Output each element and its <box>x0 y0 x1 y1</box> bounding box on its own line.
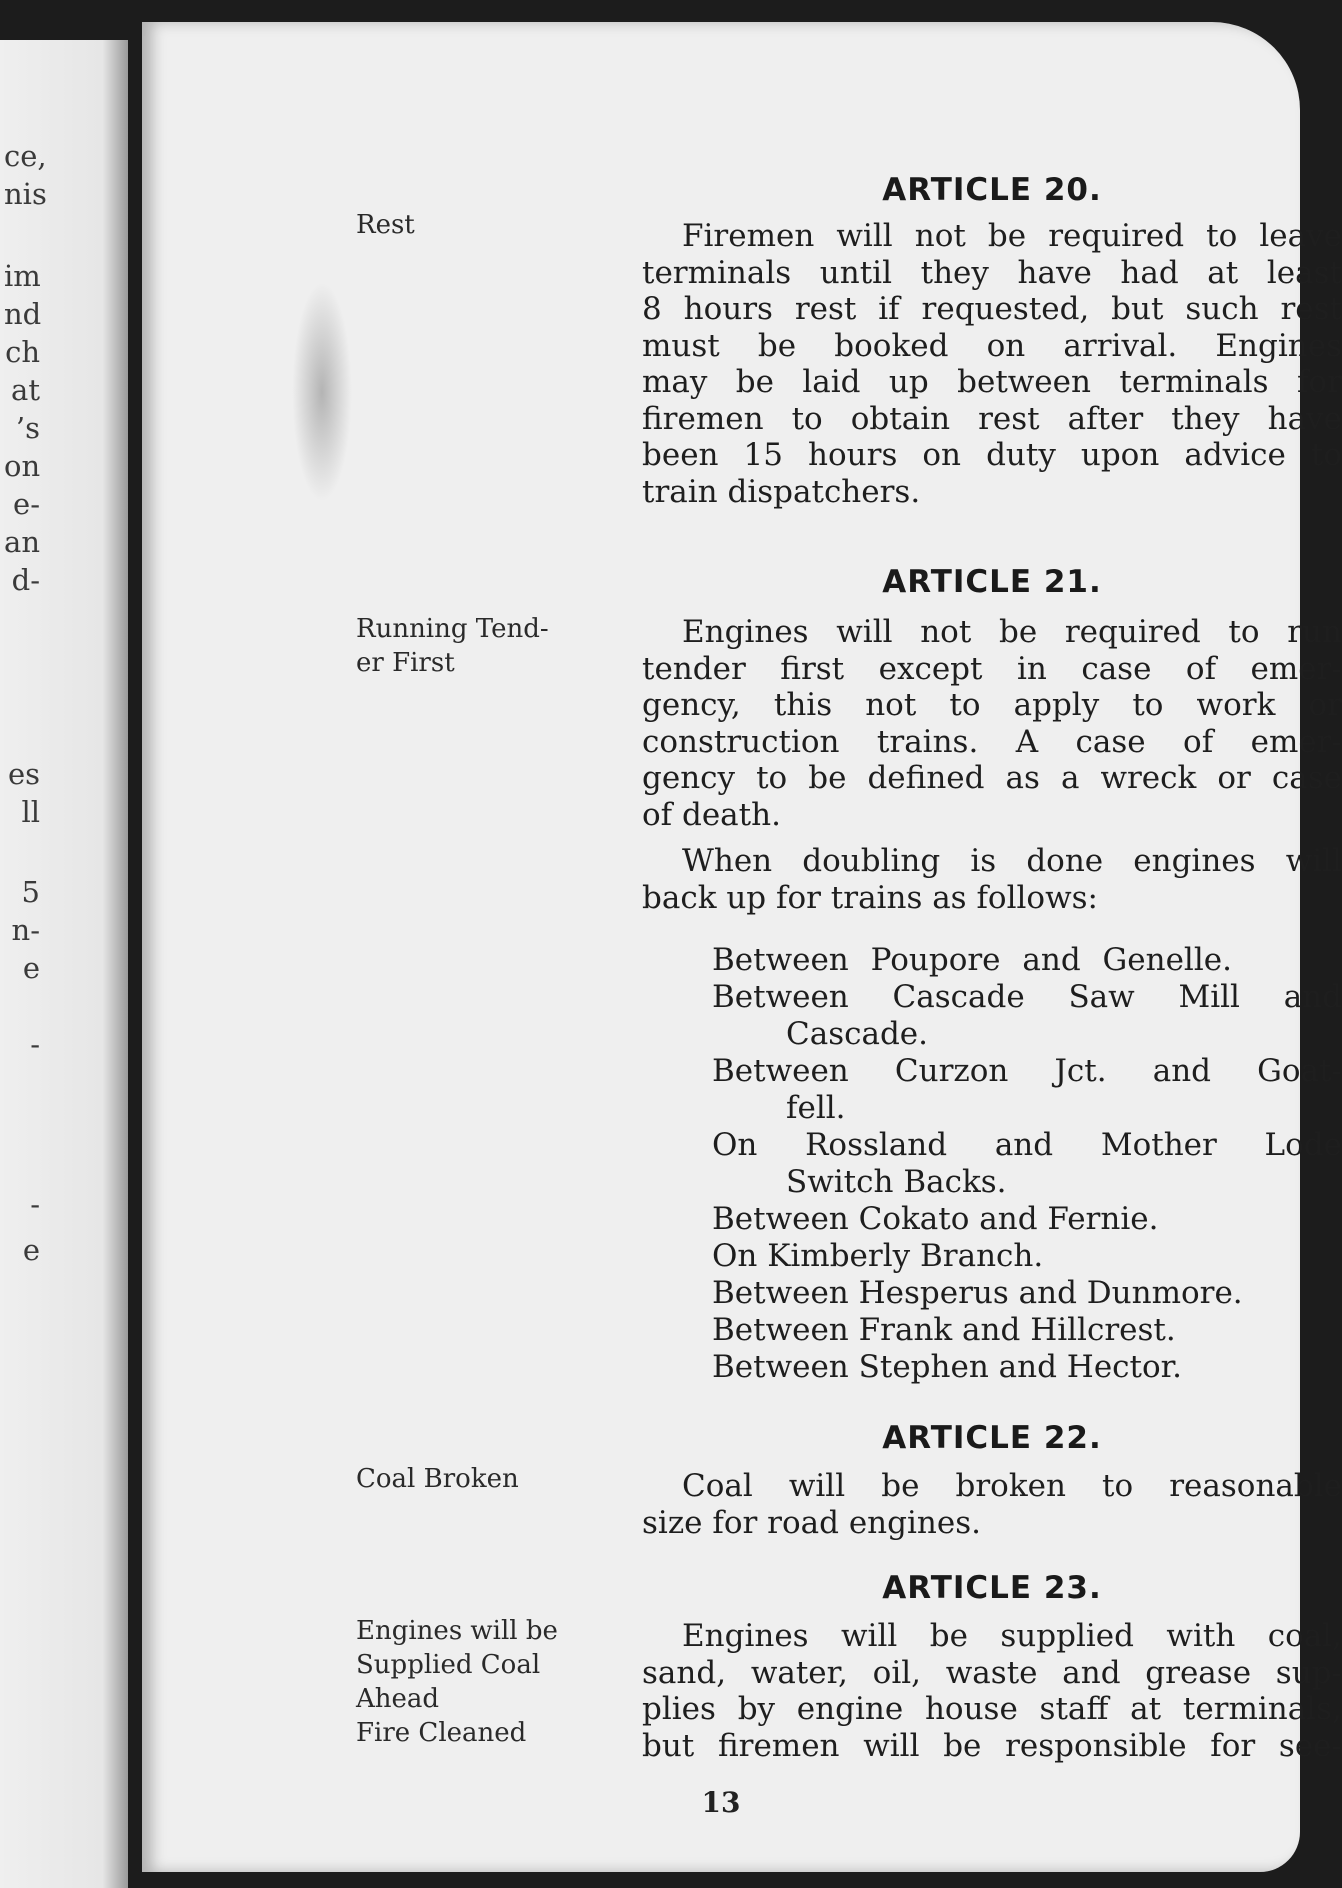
article-20-margin-note <box>356 208 596 242</box>
route-item <box>712 1349 1342 1386</box>
body-line: Engines will not be required to run <box>682 614 1342 650</box>
facing-page-fragment: ch <box>5 335 40 369</box>
article-22-margin-note <box>356 1462 596 1496</box>
route-line: Switch Backs. <box>786 1164 1007 1200</box>
article-22-heading: ARTICLE 22. <box>882 1420 1102 1456</box>
route-item <box>712 979 1342 1053</box>
body-line: been 15 hours on duty upon advice to <box>642 437 1342 473</box>
route-item <box>712 1053 1342 1127</box>
facing-page-fragment: at <box>11 373 40 407</box>
route-line: Cascade. <box>786 1016 928 1052</box>
route-line: Between Curzon Jct. and Goat- <box>712 1053 1342 1089</box>
article-20-body <box>642 218 1342 510</box>
article-23-heading: ARTICLE 23. <box>882 1570 1102 1606</box>
page-number: 13 <box>701 1786 741 1819</box>
article-20-heading: ARTICLE 20. <box>882 172 1102 208</box>
facing-page-fragment: im <box>4 259 41 293</box>
body-line: Engines will be supplied with coal, <box>682 1618 1342 1654</box>
facing-page-fragment: - <box>30 1187 40 1221</box>
route-line: Between Stephen and Hector. <box>712 1349 1182 1385</box>
body-line: tender first except in case of emer- <box>642 650 1342 687</box>
facing-page-fragment: e <box>22 1233 40 1267</box>
body-line: gency to be defined as a wreck or case <box>642 760 1342 796</box>
facing-page-edge <box>0 40 128 1888</box>
article-23-body <box>642 1618 1342 1764</box>
body-line: back up for trains as follows: <box>642 879 1098 916</box>
facing-page-fragment: es <box>7 757 40 791</box>
article-21-heading: ARTICLE 21. <box>882 564 1102 600</box>
body-line: size for road engines. <box>642 1504 981 1541</box>
margin-note-line: Fire Cleaned <box>356 1718 527 1748</box>
route-list <box>712 942 1342 1386</box>
facing-page-fragment: ll <box>21 795 40 829</box>
book-page <box>142 22 1342 1872</box>
facing-page-fragment: ’s <box>15 411 40 445</box>
body-line: When doubling is done engines will <box>682 843 1342 879</box>
facing-page-fragment: an <box>4 525 40 559</box>
route-line: Between Cokato and Fernie. <box>712 1201 1159 1237</box>
facing-page-fragment: ce, <box>4 139 47 173</box>
facing-page-fragment: - <box>30 1027 40 1061</box>
article-21-margin-note <box>356 612 596 680</box>
page-smudge <box>292 282 352 502</box>
body-line: construction trains. A case of emer- <box>642 723 1342 760</box>
route-item <box>712 1275 1342 1312</box>
body-line: may be laid up between terminals for <box>642 364 1342 400</box>
body-line: but firemen will be responsible for see- <box>642 1727 1342 1764</box>
body-line: plies by engine house staff at terminals, <box>642 1691 1342 1727</box>
facing-page-fragment: e- <box>13 487 40 521</box>
route-item <box>712 1201 1342 1238</box>
body-line: Firemen will not be required to leave <box>682 218 1342 254</box>
facing-page-fragment: 5 <box>21 875 40 909</box>
body-line: terminals until they have had at least <box>642 254 1342 291</box>
body-line: firemen to obtain rest after they have <box>642 400 1342 437</box>
body-line: train dispatchers. <box>642 473 921 510</box>
margin-note-line: er First <box>356 648 455 678</box>
facing-page-fragment: nd <box>4 297 42 331</box>
body-line: of death. <box>642 796 781 833</box>
route-line: fell. <box>786 1090 846 1126</box>
body-line: 8 hours rest if requested, but such rest <box>642 291 1342 327</box>
route-line: Between Frank and Hillcrest. <box>712 1312 1176 1348</box>
margin-note-line: Coal Broken <box>356 1464 519 1494</box>
facing-page-fragment: n- <box>11 913 40 947</box>
body-line: Coal will be broken to reasonable <box>682 1468 1342 1504</box>
route-item <box>712 1127 1342 1201</box>
route-line: On Kimberly Branch. <box>712 1238 1044 1274</box>
facing-page-fragment: on <box>4 449 41 483</box>
article-22-body <box>642 1468 1342 1541</box>
margin-note-line: Engines will be <box>356 1616 558 1646</box>
facing-page-fragment: nis <box>4 177 47 211</box>
body-line: sand, water, oil, waste and grease sup- <box>642 1654 1342 1691</box>
margin-note-line: Ahead <box>356 1684 440 1714</box>
route-item <box>712 1312 1342 1349</box>
article-21-body <box>642 614 1342 916</box>
facing-page-fragment: e <box>22 951 40 985</box>
facing-page-fragment: d- <box>11 563 40 597</box>
article-23-margin-note <box>356 1614 596 1750</box>
route-line: On Rossland and Mother Lode <box>712 1127 1342 1163</box>
route-item <box>712 942 1342 979</box>
margin-note-line: Rest <box>356 210 415 240</box>
body-line: must be booked on arrival. Engines <box>642 327 1342 364</box>
margin-note-line: Supplied Coal <box>356 1650 541 1680</box>
route-line: Between Hesperus and Dunmore. <box>712 1275 1243 1311</box>
body-line: gency, this not to apply to work or <box>642 687 1342 723</box>
route-item <box>712 1238 1342 1275</box>
route-line: Between Poupore and Genelle. <box>712 942 1232 978</box>
route-line: Between Cascade Saw Mill and <box>712 979 1342 1015</box>
margin-note-line: Running Tend- <box>356 614 549 644</box>
